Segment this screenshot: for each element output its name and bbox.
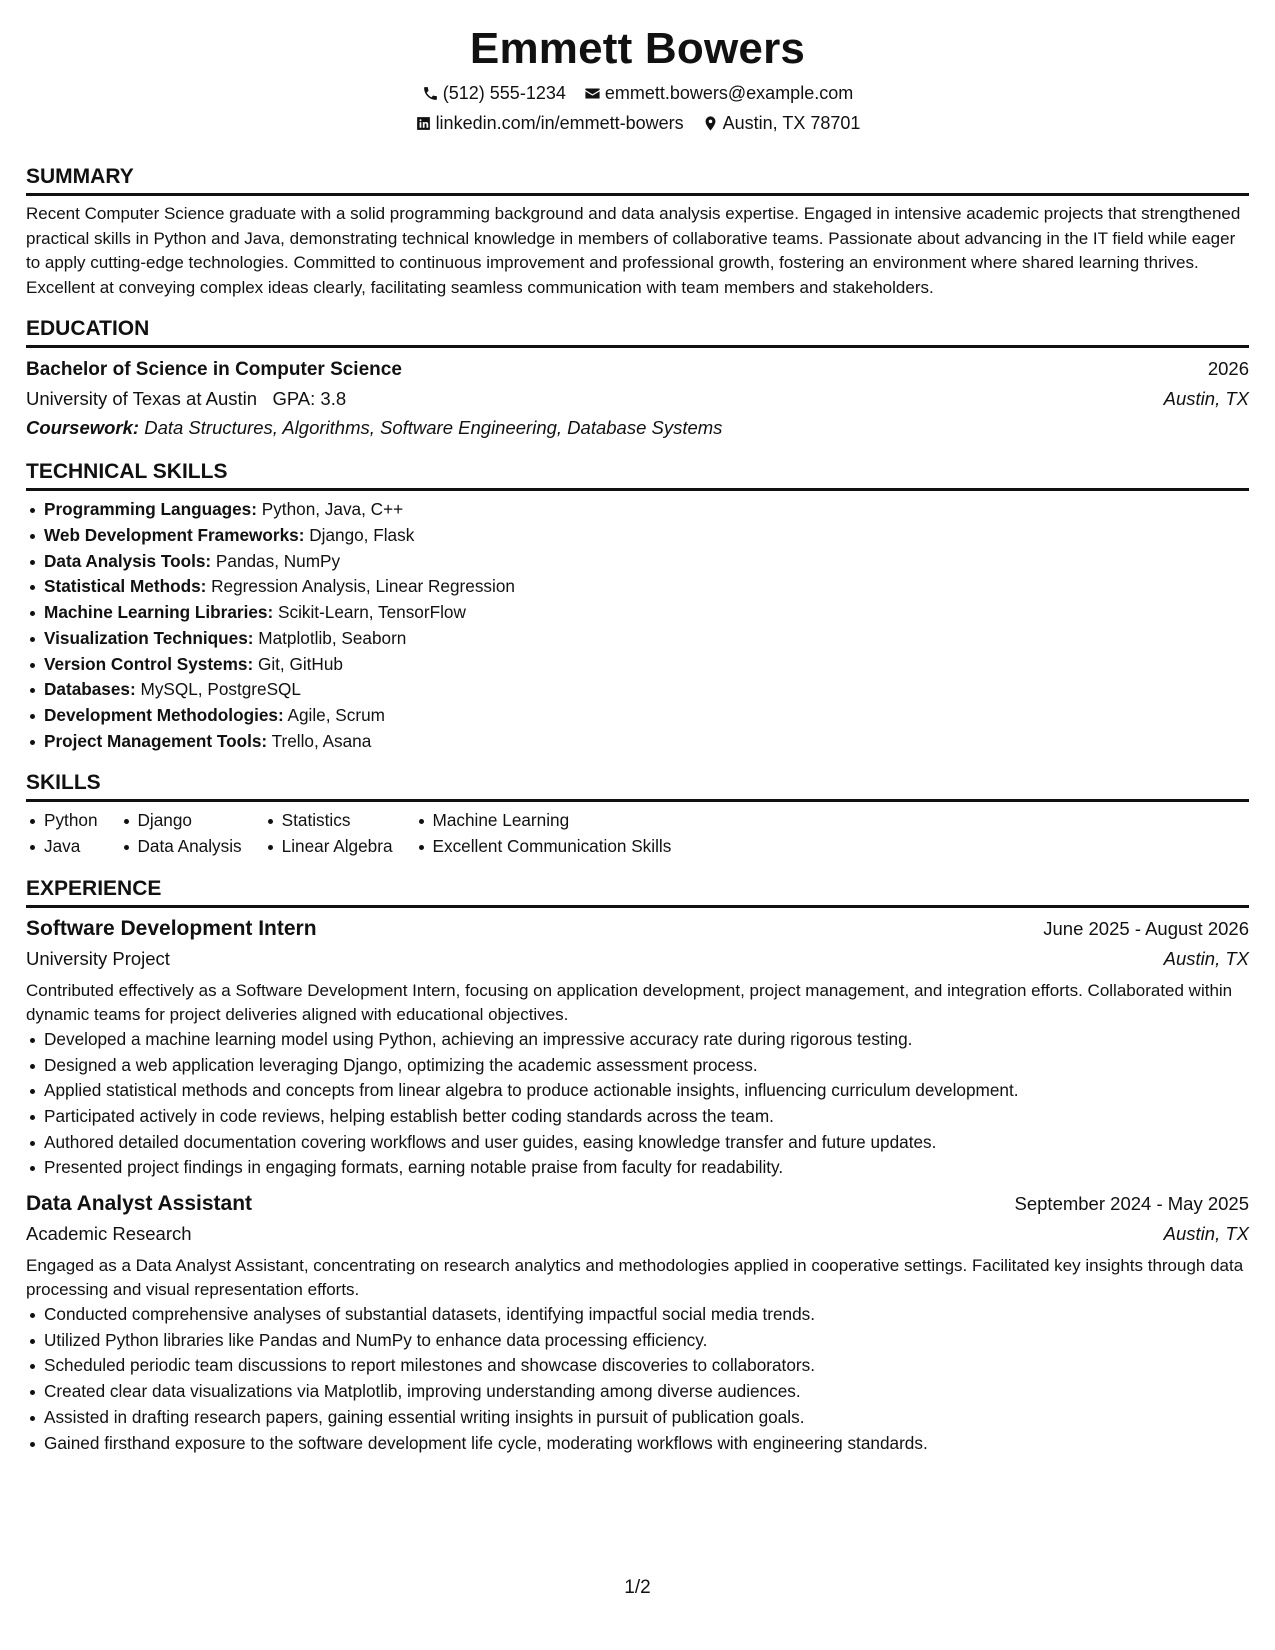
skill-values: Pandas, NumPy [215,550,341,571]
location-text: Austin, TX 78701 [722,113,861,133]
school-and-gpa [26,384,346,413]
experience-entry [26,914,1249,1181]
phone-icon [422,85,439,102]
list-item: Gained firsthand exposure to the software development life cycle, moderating workflows with engineering standards. [26,1431,1249,1457]
list-item: Scheduled periodic team discussions to report milestones and showcase discoveries to collaborators. [26,1353,1249,1379]
list-item [26,677,1249,703]
contact-line-1 [26,78,1249,108]
experience-title-row [26,1189,1249,1219]
gpa: GPA: 3.8 [272,388,347,410]
section-title-experience: EXPERIENCE [26,876,1249,908]
section-title-technical-skills: TECHNICAL SKILLS [26,459,1249,491]
job-bullets [26,1027,1249,1181]
job-description: Engaged as a Data Analyst Assistant, concentrating on research analytics and methodologies applied in cooperative settings. Facilitated key insights through data processing and visual representation efforts. [26,1256,1244,1300]
envelope-icon [584,85,601,102]
summary-text: Recent Computer Science graduate with a solid programming background and data analysis expertise. Engaged in intensive academic projects that strengthened practical skills in Python and Java, demonstrating technical knowledge in members of collaborative teams. Passionate about advancing in the IT field while eager to apply cutting-edge technologies. Committed to continuous improvement and professional growth, fostering an environment where shared learning thrives. Excellent at conveying complex ideas clearly, facilitating seamless communication with team members and stakeholders. [26,204,1241,297]
graduation-year: 2026 [1207,358,1249,380]
list-item [26,549,1249,575]
job-organization: University Project [26,947,170,969]
linkedin-icon [415,115,432,132]
skills-column [415,808,672,859]
list-item: Utilized Python libraries like Pandas and NumPy to enhance data processing efficiency. [26,1328,1249,1354]
school-location: Austin, TX [1163,388,1249,410]
list-item [26,523,1249,549]
skill-category: Machine Learning Libraries: [44,602,274,623]
job-location: Austin, TX [1163,1223,1249,1245]
skill-category: Visualization Techniques: [44,627,254,648]
skill-values: Matplotlib, Seaborn [258,627,407,648]
coursework-label: Coursework: [26,417,140,439]
skills-grid [26,808,1249,859]
skill-values: MySQL, PostgreSQL [140,679,301,700]
skill-category: Programming Languages: [44,499,257,520]
skill-values: Scikit-Learn, TensorFlow [278,602,466,623]
contact-linkedin[interactable] [415,108,684,138]
list-item [26,497,1249,523]
list-item [26,703,1249,729]
list-item [26,729,1249,755]
page-number: 1/2 [624,1577,651,1598]
skill-category: Web Development Frameworks: [44,525,305,546]
skill-values: Django, Flask [309,525,415,546]
skills-section [26,770,1249,859]
list-item: Statistics [264,808,393,834]
contact-email[interactable] [584,78,853,108]
list-item: Applied statistical methods and concepts from linear algebra to produce actionable insights, influencing curriculum development. [26,1078,1249,1104]
experience-title-row [26,914,1249,944]
job-title: Data Analyst Assistant [26,1192,253,1216]
coursework [26,413,1249,443]
candidate-name: Emmett Bowers [469,24,806,73]
list-item: Authored detailed documentation covering workflows and user guides, easing knowledge transfer and future updates. [26,1130,1249,1156]
list-item [26,600,1249,626]
experience-entry [26,1189,1249,1456]
list-item: Created clear data visualizations via Matplotlib, improving understanding among diverse audiences. [26,1379,1249,1405]
job-bullets [26,1302,1249,1456]
linkedin-text[interactable]: linkedin.com/in/emmett-bowers [435,113,684,133]
skill-category: Project Management Tools: [44,730,268,751]
skills-column [26,808,98,859]
email-text[interactable]: emmett.bowers@example.com [604,83,854,103]
list-item: Django [120,808,242,834]
list-item: Assisted in drafting research papers, gaining essential writing insights in pursuit of publication goals. [26,1405,1249,1431]
skill-category: Data Analysis Tools: [44,550,212,571]
skills-column [120,808,242,859]
job-description: Contributed effectively as a Software Development Intern, focusing on application development, project management, and integration efforts. Collaborated within dynamic teams for project deliveries aligned with educational objectives. [26,980,1233,1024]
list-item: Designed a web application leveraging Django, optimizing the academic assessment process. [26,1053,1249,1079]
section-title-summary: SUMMARY [26,164,1249,196]
contact-phone [422,78,566,108]
list-item: Presented project findings in engaging formats, earning notable praise from faculty for readability. [26,1155,1249,1181]
coursework-list: Data Structures, Algorithms, Software Engineering, Database Systems [144,417,723,439]
list-item [26,574,1249,600]
list-item: Conducted comprehensive analyses of substantial datasets, identifying impactful social media trends. [26,1302,1249,1328]
skill-values: Regression Analysis, Linear Regression [211,576,515,597]
experience-section [26,876,1249,1456]
experience-org-row [26,944,1249,974]
job-dates: June 2025 - August 2026 [1043,917,1249,939]
skill-category: Databases: [44,679,136,700]
school-name: University of Texas at Austin [26,388,258,410]
education-school-row [26,384,1249,413]
section-title-education: EDUCATION [26,316,1249,348]
skill-category: Statistical Methods: [44,576,207,597]
contact-line-2 [26,108,1249,138]
skill-values: Python, Java, C++ [261,499,404,520]
contact-location [702,108,861,138]
list-item: Linear Algebra [264,834,393,860]
education-section [26,316,1249,443]
technical-skills-list [26,497,1249,754]
summary-section [26,164,1249,300]
job-dates: September 2024 - May 2025 [1014,1193,1249,1215]
job-location: Austin, TX [1163,947,1249,969]
list-item [26,652,1249,678]
skill-values: Trello, Asana [271,730,372,751]
list-item: Java [26,834,98,860]
list-item: Python [26,808,98,834]
degree: Bachelor of Science in Computer Science [26,359,402,381]
map-pin-icon [702,115,719,132]
section-title-skills: SKILLS [26,770,1249,802]
skill-category: Development Methodologies: [44,705,284,725]
skill-category: Version Control Systems: [44,653,254,674]
job-organization: Academic Research [26,1223,192,1245]
list-item [26,626,1249,652]
skills-column [264,808,393,859]
job-title: Software Development Intern [26,916,317,940]
skill-values: Git, GitHub [257,653,343,674]
phone-text: (512) 555-1234 [442,83,566,103]
list-item: Machine Learning [415,808,672,834]
education-degree-row [26,354,1249,384]
list-item: Participated actively in code reviews, helping establish better coding standards across the team. [26,1104,1249,1130]
list-item: Excellent Communication Skills [415,834,672,860]
skill-values: Agile, Scrum [287,705,385,725]
technical-skills-section [26,459,1249,754]
experience-org-row [26,1219,1249,1249]
list-item: Data Analysis [120,834,242,860]
list-item: Developed a machine learning model using Python, achieving an impressive accuracy rate during rigorous testing. [26,1027,1249,1053]
